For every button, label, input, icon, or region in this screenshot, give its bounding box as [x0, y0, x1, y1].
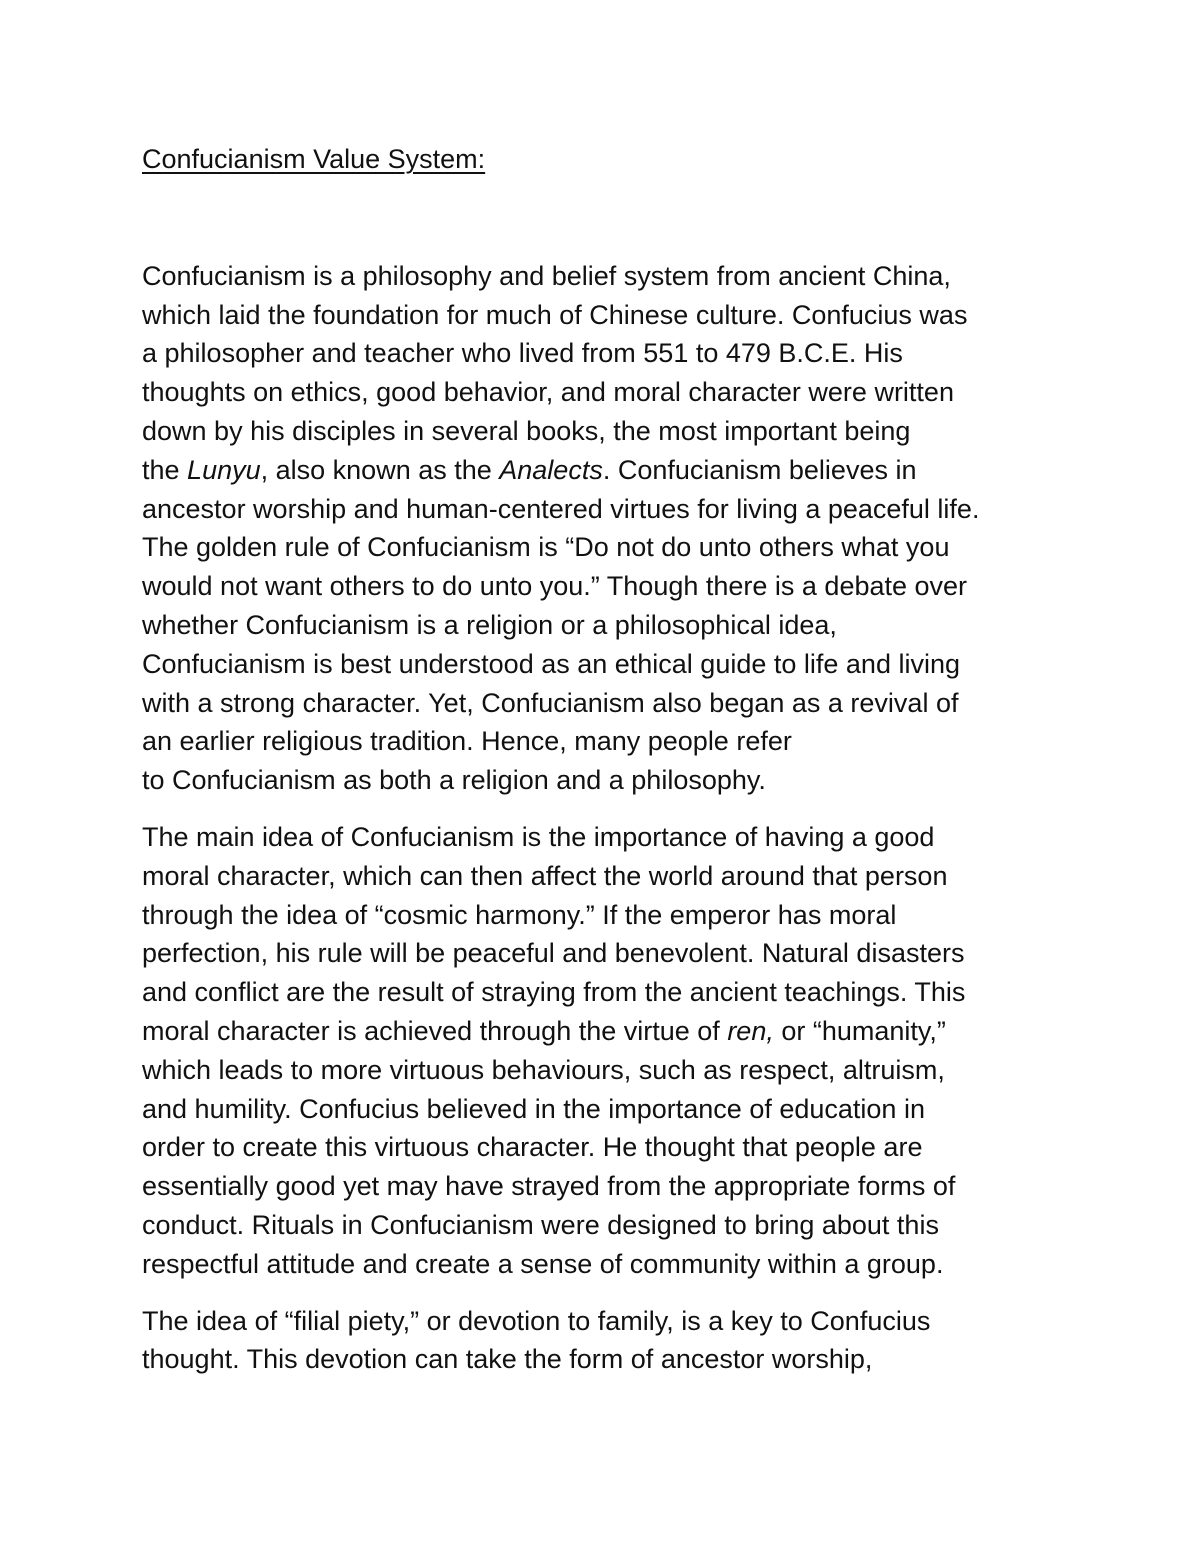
text-segment: . Confucianism believes in: [602, 454, 917, 485]
text-line: and humility. Confucius believed in the importance of education in: [142, 1093, 925, 1124]
document-title: Confucianism Value System:: [142, 144, 486, 174]
text-line: conduct. Rituals in Confucianism were designed to bring about this: [142, 1209, 939, 1240]
text-line: and conflict are the result of straying from the ancient teachings. This: [142, 977, 966, 1008]
text-line: order to create this virtuous character. He thought that people are: [142, 1132, 923, 1163]
text-line: The idea of “filial piety,” or devotion to family, is a key to Confucius: [142, 1305, 931, 1336]
paragraph-main-idea: [142, 818, 1062, 1284]
text-line: an earlier religious tradition. Hence, many people refer: [142, 726, 792, 757]
document-body: [142, 140, 1062, 1379]
text-segment: moral character is achieved through the virtue of: [142, 1015, 728, 1046]
text-line: essentially good yet may have strayed from the appropriate forms of: [142, 1171, 956, 1202]
text-line: Confucianism is a philosophy and belief system from ancient China,: [142, 260, 951, 291]
text-line: perfection, his rule will be peaceful and benevolent. Natural disasters: [142, 938, 965, 969]
text-line: through the idea of “cosmic harmony.” If the emperor has moral: [142, 899, 897, 930]
text-line: ancestor worship and human-centered virtues for living a peaceful life.: [142, 493, 980, 524]
text-line: respectful attitude and create a sense of community within a group.: [142, 1248, 944, 1279]
text-line: would not want others to do unto you.” Though there is a debate over: [142, 571, 968, 602]
italic-term-lunyu: Lunyu: [187, 454, 261, 485]
italic-term-ren: ren,: [727, 1015, 774, 1046]
paragraph-filial-piety: [142, 1302, 1062, 1380]
text-line: down by his disciples in several books, the most important being: [142, 415, 911, 446]
text-line: to Confucianism as both a religion and a philosophy.: [142, 765, 766, 796]
paragraph-intro: [142, 257, 1062, 800]
text-segment: or “humanity,”: [773, 1015, 946, 1046]
text-line: The golden rule of Confucianism is “Do not do unto others what you: [142, 532, 950, 563]
text-line: whether Confucianism is a religion or a philosophical idea,: [142, 609, 837, 640]
text-line: [142, 451, 1062, 490]
text-line: thoughts on ethics, good behavior, and moral character were written: [142, 377, 954, 408]
text-line: Confucianism is best understood as an ethical guide to life and living: [142, 648, 960, 679]
text-line: with a strong character. Yet, Confucianism also began as a revival of: [142, 687, 959, 718]
text-line: a philosopher and teacher who lived from 551 to 479 B.C.E. His: [142, 338, 903, 369]
text-line: which laid the foundation for much of Chinese culture. Confucius was: [142, 299, 968, 330]
text-line: thought. This devotion can take the form of ancestor worship,: [142, 1344, 873, 1375]
text-segment: the: [142, 454, 188, 485]
text-line: The main idea of Confucianism is the importance of having a good: [142, 821, 935, 852]
text-segment: , also known as the: [260, 454, 500, 485]
text-line: which leads to more virtuous behaviours, such as respect, altruism,: [142, 1054, 945, 1085]
text-line: [142, 1012, 1062, 1051]
italic-term-analects: Analects: [499, 454, 603, 485]
text-line: moral character, which can then affect the world around that person: [142, 860, 948, 891]
